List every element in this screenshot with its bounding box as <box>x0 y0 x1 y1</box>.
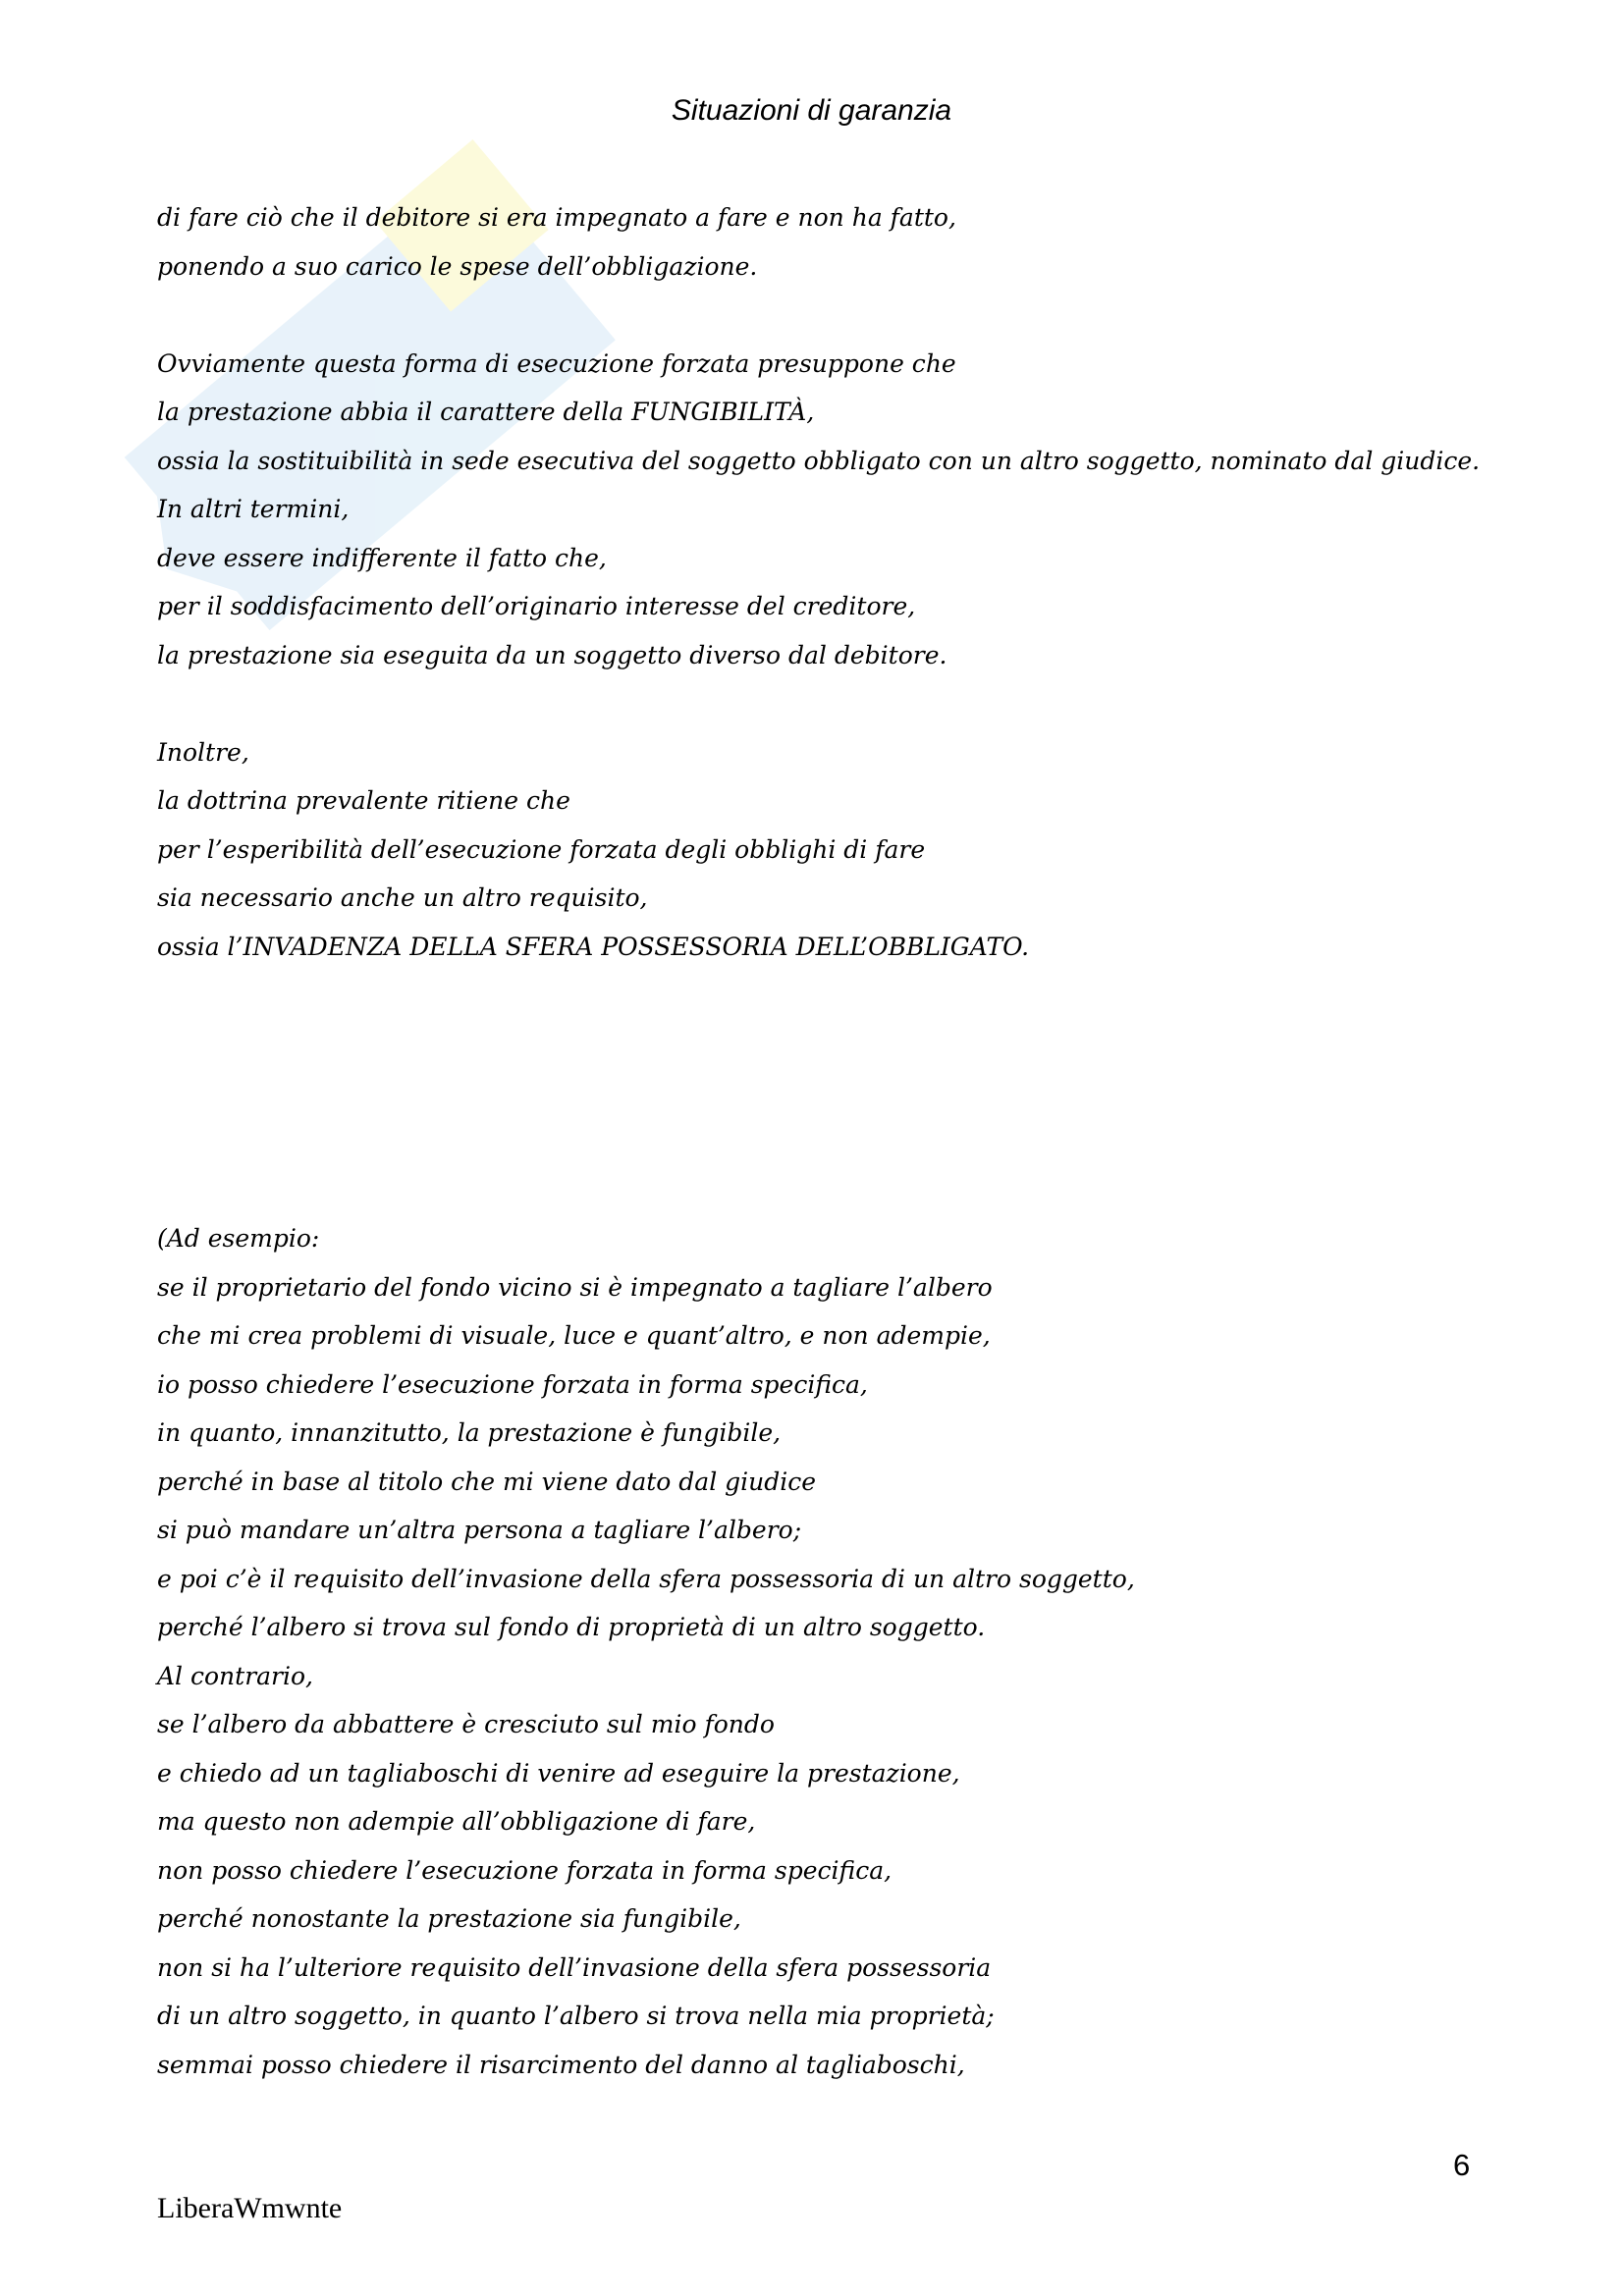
text-line: si può mandare un’altra persona a tagliare l’albero; <box>157 1516 802 1544</box>
page-number: 6 <box>1453 2148 1471 2182</box>
text-line: che mi crea problemi di visuale, luce e quant’altro, e non adempie, <box>157 1321 991 1350</box>
text-line: Al contrario, <box>157 1661 313 1690</box>
text-line: non si ha l’ulteriore requisito dell’invasione della sfera possessoria <box>157 1952 992 1982</box>
paragraph <box>157 1214 1453 2089</box>
text-line: di un altro soggetto, in quanto l’albero si trova nella mia proprietà; <box>157 2002 995 2030</box>
text-line: perché in base al titolo che mi viene dato dal giudice <box>157 1467 817 1496</box>
paragraph <box>157 340 1481 680</box>
text-line: e poi c’è il requisito dell’invasione della sfera possessoria di un altro soggetto, <box>157 1564 1135 1593</box>
text-line: di fare ciò che il debitore si era impegnato a fare e non ha fatto, <box>157 203 956 232</box>
text-line: la prestazione abbia il carattere della FUNGIBILITÀ, <box>157 398 815 426</box>
text-line: sia necessario anche un altro requisito, <box>157 883 648 912</box>
text-line: ossia la sostituibilità in sede esecutiva del soggetto obbligato con un altro soggetto, nominato dal giudice. <box>157 446 1481 475</box>
page-header-title: Situazioni di garanzia <box>671 94 952 127</box>
text-line: ma questo non adempie all’obbligazione di fare, <box>157 1807 756 1836</box>
text-line: semmai posso chiedere il risarcimento del danno al tagliaboschi, <box>157 2050 965 2079</box>
document-body <box>157 193 1481 2089</box>
text-line: In altri termini, <box>157 495 350 523</box>
text-line: per l’esperibilità dell’esecuzione forzata degli obblighi di fare <box>157 834 926 864</box>
text-line: Inoltre, <box>157 737 249 767</box>
text-line: se l’albero da abbattere è cresciuto sul mio fondo <box>157 1710 775 1738</box>
text-line: e chiedo ad un tagliaboschi di venire ad eseguire la prestazione, <box>157 1758 960 1788</box>
text-line: per il soddisfacimento dell’originario interesse del creditore, <box>157 592 916 620</box>
text-line: deve essere indifferente il fatto che, <box>157 543 607 572</box>
text-line: perché l’albero si trova sul fondo di proprietà di un altro soggetto. <box>157 1613 986 1641</box>
text-line: ponendo a suo carico le spese dell’obbligazione. <box>157 251 758 281</box>
text-line: se il proprietario del fondo vicino si è impegnato a tagliare l’albero <box>157 1272 993 1302</box>
text-line: la prestazione sia eseguita da un soggetto diverso dal debitore. <box>157 640 947 669</box>
paragraph <box>157 728 1453 972</box>
text-line: io posso chiedere l’esecuzione forzata in forma specifica, <box>157 1369 868 1399</box>
text-line: (Ad esempio: <box>157 1224 320 1253</box>
text-line: Ovviamente questa forma di esecuzione forzata presuppone che <box>157 348 956 378</box>
text-line: in quanto, innanzitutto, la prestazione è fungibile, <box>157 1418 782 1447</box>
text-line: ossia l’INVADENZA DELLA SFERA POSSESSORIA DELL’OBBLIGATO. <box>157 932 1030 961</box>
text-line: la dottrina prevalente ritiene che <box>157 786 570 815</box>
text-line: non posso chiedere l’esecuzione forzata in forma specifica, <box>157 1855 893 1885</box>
footer-text: LiberaWmwnte <box>157 2192 343 2224</box>
text-line: perché nonostante la prestazione sia fungibile, <box>157 1904 741 1933</box>
paragraph <box>157 193 1453 291</box>
